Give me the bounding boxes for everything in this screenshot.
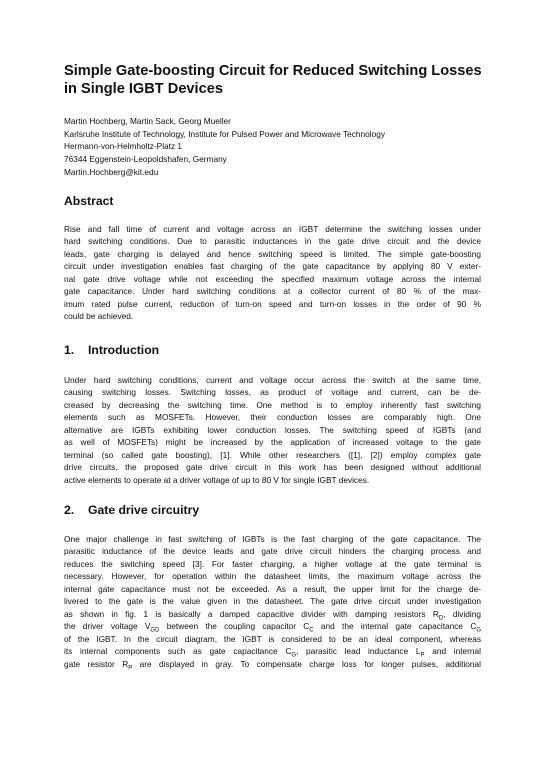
body-text-line: One major challenge in fast switching of IGBTs is the fast charging of the gate capacitance. The xyxy=(64,534,481,544)
introduction-body xyxy=(64,374,481,486)
body-text-line: creased by decreasing the switching time. One method is to employ inherently fast switching xyxy=(64,399,481,410)
body-text-line: alternative are IGBTs exhibiting lower conduction losses. The switching speed of IGBTs (and xyxy=(64,424,481,435)
title-line-1: Simple Gate-boosting Circuit for Reduced Switching Losses xyxy=(64,63,482,79)
author-block xyxy=(64,115,504,179)
email-address: Martin.Hochberg@kit.edu xyxy=(64,166,159,177)
body-text-line: internal gate capacitance must not be exceeded. As a result, the upper limit for the charge de- xyxy=(64,583,481,594)
gate-drive-body xyxy=(64,533,481,670)
section-2-heading xyxy=(64,503,199,517)
abstract-heading: Abstract xyxy=(64,194,114,208)
affiliation: Karlsruhe Institute of Technology, Institute for Pulsed Power and Microwave Technology xyxy=(64,128,385,139)
body-text-line: livered to the gate is the value given in the datasheet. The gate drive circuit under investigation xyxy=(64,596,481,607)
abstract-body xyxy=(64,223,481,323)
body-text-line: reduces the switching speed [3]. For faster charging, a higher voltage at the gate terminal is xyxy=(64,558,481,569)
street-address: Hermann-von-Helmholtz-Platz 1 xyxy=(64,141,183,152)
body-text-line: could be achieved. xyxy=(64,311,134,322)
body-text-line: terminal (so called gate boosting), [1]. While other researchers ([1], [2]) employ complex gate xyxy=(64,449,481,460)
body-text-line: drive circuits, the proposed gate drive circuit in this work has been designed without additional xyxy=(64,462,481,473)
body-text-line: its internal components such as gate capacitance $C_G$, parasitic lead inductance $L_P$ and internal xyxy=(64,646,481,659)
body-text-line: as well of MOSFETs) might be increased by the application of increased voltage to the gate xyxy=(64,437,481,448)
section-1-heading xyxy=(64,343,159,357)
body-text-line: Rise and fall time of current and voltage across an IGBT determine the switching losses under xyxy=(64,224,481,234)
body-text-line: active elements to operate at a driver voltage of up to 80 V for single IGBT devices. xyxy=(64,474,370,485)
section-2-number: 2. xyxy=(64,503,75,517)
body-text-line: elements such as MOSFETs. However, their conduction losses are comparably high. One xyxy=(64,412,481,423)
author-names: Martin Hochberg, Martin Sack, Georg Mueller xyxy=(64,116,231,126)
city-address: 76344 Eggenstein-Leopoldshafen, Germany xyxy=(64,154,227,165)
body-text-line: circuit under investigation enables fast charging of the gate capacitance by applying 80 V exter- xyxy=(64,261,481,272)
body-text-line: causing switching losses. Switching losses, as product of voltage and current, can be de- xyxy=(64,387,481,398)
body-text-line: gate capacitance. Under hard switching conditions at a collector current of 80 % of the max- xyxy=(64,286,481,297)
section-2-title: Gate drive circuitry xyxy=(88,503,200,517)
body-text-line: imum rated pulse current, reduction of turn-on speed and turn-on losses in the order of 90 % xyxy=(64,298,481,309)
body-text-line: parasitic inductance of the device leads and gate drive circuit hinders the charging process and xyxy=(64,546,481,557)
body-text-line: nal gate drive voltage while not exceeding the specified maximum voltage across the internal xyxy=(64,273,481,284)
paper-title xyxy=(64,62,494,98)
title-line-2: in Single IGBT Devices xyxy=(64,81,223,97)
body-text-line: leads, gate charging is delayed and hence switching speed is limited. The simple gate-boosting xyxy=(64,248,481,259)
body-text-line: the driver voltage $V_{GD}$ between the coupling capacitor $C_C$ and the internal gate capacitance $C_G$ xyxy=(64,621,481,634)
body-text-line: as shown in fig. 1 is basically a damped capacitive divider with damping resistors $R_D$, dividing xyxy=(64,608,481,622)
section-1-title: Introduction xyxy=(88,343,160,357)
body-text-line: of the IGBT. In the circuit diagram, the IGBT is considered to be an ideal component, whereas xyxy=(64,633,481,644)
body-text-line: gate resistor $R_P$ are displayed in gray. To compensate charge loss for longer pulses, additional xyxy=(64,658,481,672)
body-text-line: necessary. However, for operation within the datasheet limits, the maximum voltage across the xyxy=(64,571,481,582)
body-text-line: Under hard switching conditions, current and voltage occur across the switch at the same time, xyxy=(64,375,481,385)
section-1-number: 1. xyxy=(64,343,75,357)
body-text-line: hard switching conditions. Due to parasitic inductances in the gate drive circuit and the device xyxy=(64,236,481,247)
